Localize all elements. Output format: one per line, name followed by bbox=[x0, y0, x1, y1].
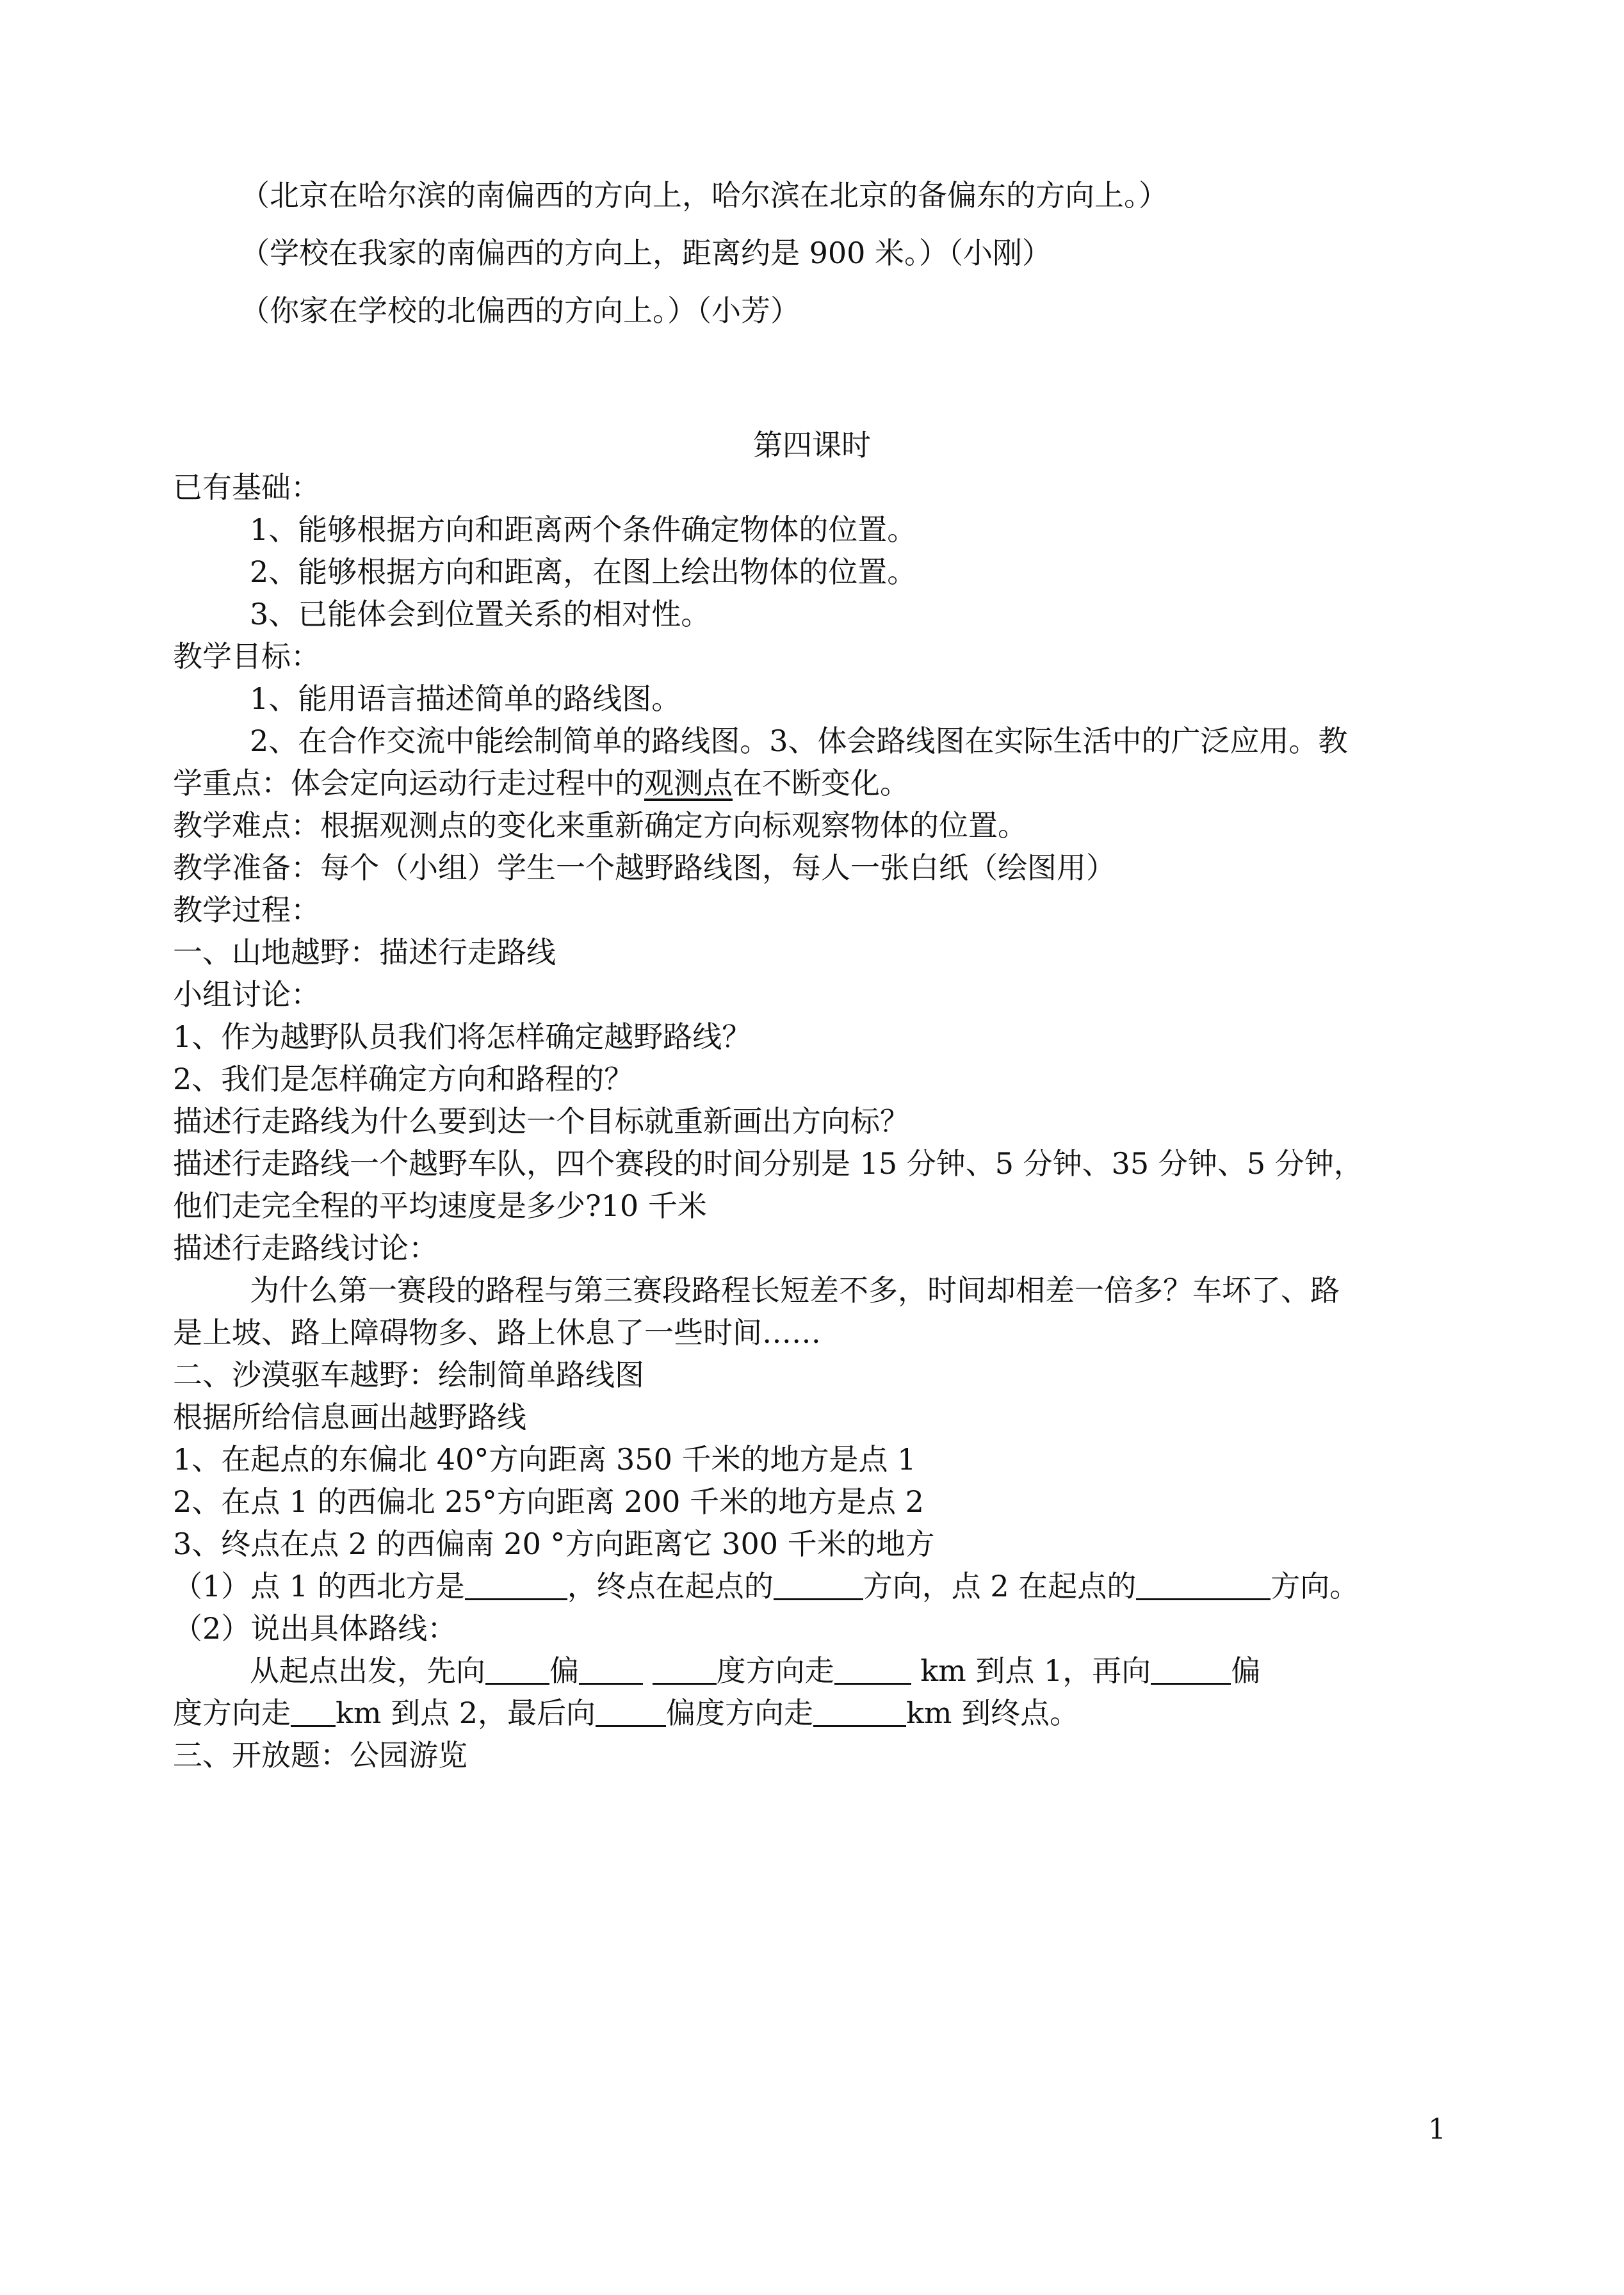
observation-point-underlined: 观测点 bbox=[644, 766, 733, 800]
question-2: 2、我们是怎样确定方向和路程的？ bbox=[173, 1062, 634, 1096]
basis-heading: 已有基础： bbox=[173, 470, 320, 505]
goal-item-2: 2、在合作交流中能绘制简单的路线图。3、体会路线图在实际生活中的广泛应用。教 bbox=[250, 724, 1348, 758]
route-text-f: 度方向走 bbox=[173, 1696, 291, 1730]
fill-1-text-a: （1）点 1 的西北方是 bbox=[173, 1569, 465, 1603]
draw-item-2: 2、在点 1 的西偏北 25°方向距离 200 千米的地方是点 2 bbox=[173, 1484, 924, 1519]
draw-heading: 根据所给信息画出越野路线 bbox=[173, 1400, 526, 1434]
key-points-tail: 在不断变化。 bbox=[733, 766, 909, 800]
answer-blank[interactable] bbox=[596, 1696, 666, 1727]
answer-blank[interactable] bbox=[291, 1696, 336, 1727]
answer-blank[interactable] bbox=[485, 1653, 549, 1685]
route-text-b: 偏 bbox=[549, 1653, 579, 1688]
answer-blank[interactable] bbox=[465, 1569, 567, 1600]
fill-1-text-b: ，终点在起点的 bbox=[567, 1569, 774, 1603]
basis-item-2: 2、能够根据方向和距离，在图上绘出物体的位置。 bbox=[250, 555, 917, 589]
route-description-line-1 bbox=[250, 1650, 1260, 1692]
answer-blank[interactable] bbox=[774, 1569, 863, 1600]
lesson-title: 第四课时 bbox=[753, 428, 871, 462]
question-3: 描述行走路线为什么要到达一个目标就重新画出方向标？ bbox=[173, 1104, 909, 1139]
route-text-h: 偏度方向走 bbox=[666, 1696, 814, 1730]
question-1: 1、作为越野队员我们将怎样确定越野路线？ bbox=[173, 1019, 752, 1054]
answer-blank[interactable] bbox=[813, 1696, 906, 1727]
difficulty: 教学难点：根据观测点的变化来重新确定方向标观察物体的位置。 bbox=[173, 808, 1027, 843]
route-text-e: 偏 bbox=[1231, 1653, 1261, 1688]
question-4-line-2: 他们走完全程的平均速度是多少?10 千米 bbox=[173, 1188, 707, 1223]
basis-item-3: 3、已能体会到位置关系的相对性。 bbox=[250, 597, 711, 631]
process-heading: 教学过程： bbox=[173, 893, 320, 927]
intro-line-2: （学校在我家的南偏西的方向上，距离约是 900 米。）（小刚） bbox=[240, 236, 1052, 270]
fill-1-text-d: 方向。 bbox=[1271, 1569, 1360, 1603]
intro-line-3: （你家在学校的北偏西的方向上。）（小芳） bbox=[240, 293, 800, 328]
basis-item-1: 1、能够根据方向和距离两个条件确定物体的位置。 bbox=[250, 512, 917, 547]
fill-question-2-heading: （2）说出具体路线： bbox=[173, 1611, 457, 1646]
route-text-c: 度方向走 bbox=[716, 1653, 834, 1688]
fill-question-1 bbox=[173, 1565, 1359, 1607]
answer-blank[interactable] bbox=[1136, 1569, 1271, 1600]
key-points bbox=[173, 762, 909, 804]
route-text-i: km 到终点。 bbox=[906, 1696, 1080, 1730]
section-2-heading: 二、沙漠驱车越野：绘制简单路线图 bbox=[173, 1358, 644, 1392]
draw-item-3: 3、终点在点 2 的西偏南 20 °方向距离它 300 千米的地方 bbox=[173, 1527, 935, 1561]
question-4-line-1: 描述行走路线一个越野车队，四个赛段的时间分别是 15 分钟、5 分钟、35 分钟、5 分钟， bbox=[173, 1146, 1363, 1181]
answer-blank[interactable] bbox=[653, 1653, 717, 1685]
discussion-2-line-1: 为什么第一赛段的路程与第三赛段路程长短差不多，时间却相差一倍多？车坏了、路 bbox=[250, 1273, 1340, 1308]
route-text-d: km 到点 1，再向 bbox=[911, 1653, 1151, 1688]
route-text-g: km 到点 2，最后向 bbox=[336, 1696, 596, 1730]
page-number: 1 bbox=[1428, 2113, 1446, 2146]
goals-heading: 教学目标： bbox=[173, 639, 320, 674]
goal-item-1: 1、能用语言描述简单的路线图。 bbox=[250, 681, 681, 716]
fill-1-text-c: 方向，点 2 在起点的 bbox=[863, 1569, 1137, 1603]
section-1-heading: 一、山地越野：描述行走路线 bbox=[173, 935, 556, 969]
discussion-2-heading: 描述行走路线讨论： bbox=[173, 1231, 438, 1265]
discussion-2-line-2: 是上坡、路上障碍物多、路上休息了一些时间…… bbox=[173, 1315, 821, 1350]
preparation: 教学准备：每个（小组）学生一个越野路线图，每人一张白纸（绘图用） bbox=[173, 850, 1116, 885]
answer-blank[interactable] bbox=[834, 1653, 911, 1685]
draw-item-1: 1、在起点的东偏北 40°方向距离 350 千米的地方是点 1 bbox=[173, 1442, 916, 1477]
section-3-heading: 三、开放题：公园游览 bbox=[173, 1738, 467, 1772]
route-description-line-2 bbox=[173, 1692, 1079, 1734]
answer-blank[interactable] bbox=[1151, 1653, 1231, 1685]
intro-line-1: （北京在哈尔滨的南偏西的方向上，哈尔滨在北京的备偏东的方向上。） bbox=[240, 178, 1168, 213]
answer-blank[interactable] bbox=[579, 1653, 643, 1685]
discussion-heading: 小组讨论： bbox=[173, 977, 320, 1012]
key-points-text: 学重点：体会定向运动行走过程中的 bbox=[173, 766, 644, 800]
route-text-a: 从起点出发，先向 bbox=[250, 1653, 485, 1688]
